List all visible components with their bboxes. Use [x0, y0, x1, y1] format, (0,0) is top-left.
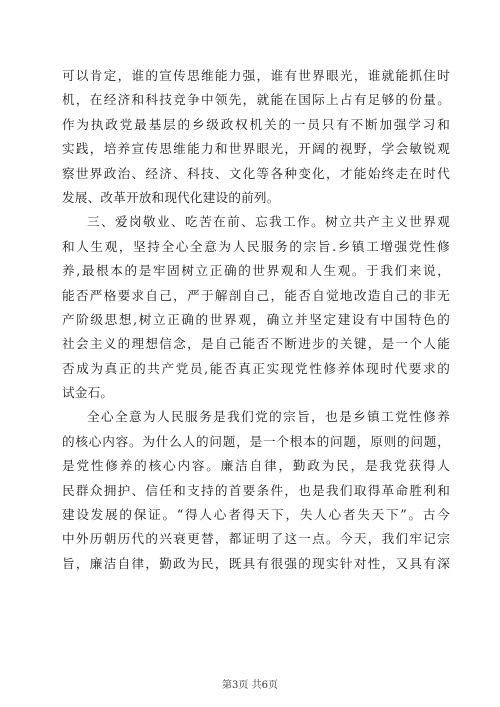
text-line: 机，在经济和科技竞争中领先，就能在国际上占有足够的份量。: [62, 92, 450, 108]
text-line: 旨，廉洁自律，勤政为民，既具有很强的现实针对性，又具有深: [62, 555, 450, 571]
text-line: 实践，培养宣传思维能力和世界眼光，开阔的视野，学会敏锐观: [62, 141, 450, 157]
text-line: 的核心内容。为什么人的问题，是一个根本的问题，原则的问题，: [62, 433, 450, 449]
paragraph-3: [62, 405, 450, 576]
text-line: 能否严格要求自己，严于解剖自己，能否自觉地改造自己的非无: [62, 287, 450, 303]
text-line: 社会主义的理想信念，是自己能否不断进步的关键，是一个人能: [62, 336, 450, 352]
text-line: 民群众拥护、信任和支持的首要条件，也是我们取得革命胜利和: [62, 482, 450, 498]
page-number-footer: 第3页 共6页: [222, 680, 278, 691]
text-line: 是党性修养的核心内容。廉洁自律，勤政为民，是我党获得人: [62, 458, 450, 474]
text-line: 和人生观，坚持全心全意为人民服务的宗旨.乡镇工增强党性修: [62, 238, 450, 254]
text-line: 三、爱岗敬业、吃苦在前、忘我工作。树立共产主义世界观: [87, 214, 450, 230]
text-line: 建设发展的保证。“得人心者得天下，失人心者失天下”。古今: [62, 507, 450, 523]
text-line: 否成为真正的共产党员,能否真正实现党性修养体现时代要求的: [62, 360, 450, 376]
text-line: 养,最根本的是牢固树立正确的世界观和人生观。于我们来说，: [62, 263, 450, 279]
text-line: 作为执政党最基层的乡级政权机关的一员只有不断加强学习和: [62, 116, 450, 132]
paragraph-2: [62, 210, 450, 405]
text-line: 可以肯定，谁的宣传思维能力强，谁有世界眼光，谁就能抓住时: [62, 68, 450, 83]
text-line: 察世界政治、经济、科技、文化等各种变化，才能始终走在时代: [62, 165, 450, 181]
paragraph-1: [62, 64, 450, 210]
text-line: 试金石。: [62, 385, 114, 401]
text-line: 全心全意为人民服务是我们党的宗旨，也是乡镇工党性修养: [87, 409, 450, 425]
text-line: 产阶级思想,树立正确的世界观，确立并坚定建设有中国特色的: [62, 311, 450, 327]
document-body: [62, 64, 450, 576]
text-line: 发展、改革开放和现代化建设的前列。: [62, 189, 280, 205]
text-line: 中外历朝历代的兴衰更替，都证明了这一点。今天，我们牢记宗: [62, 531, 450, 547]
